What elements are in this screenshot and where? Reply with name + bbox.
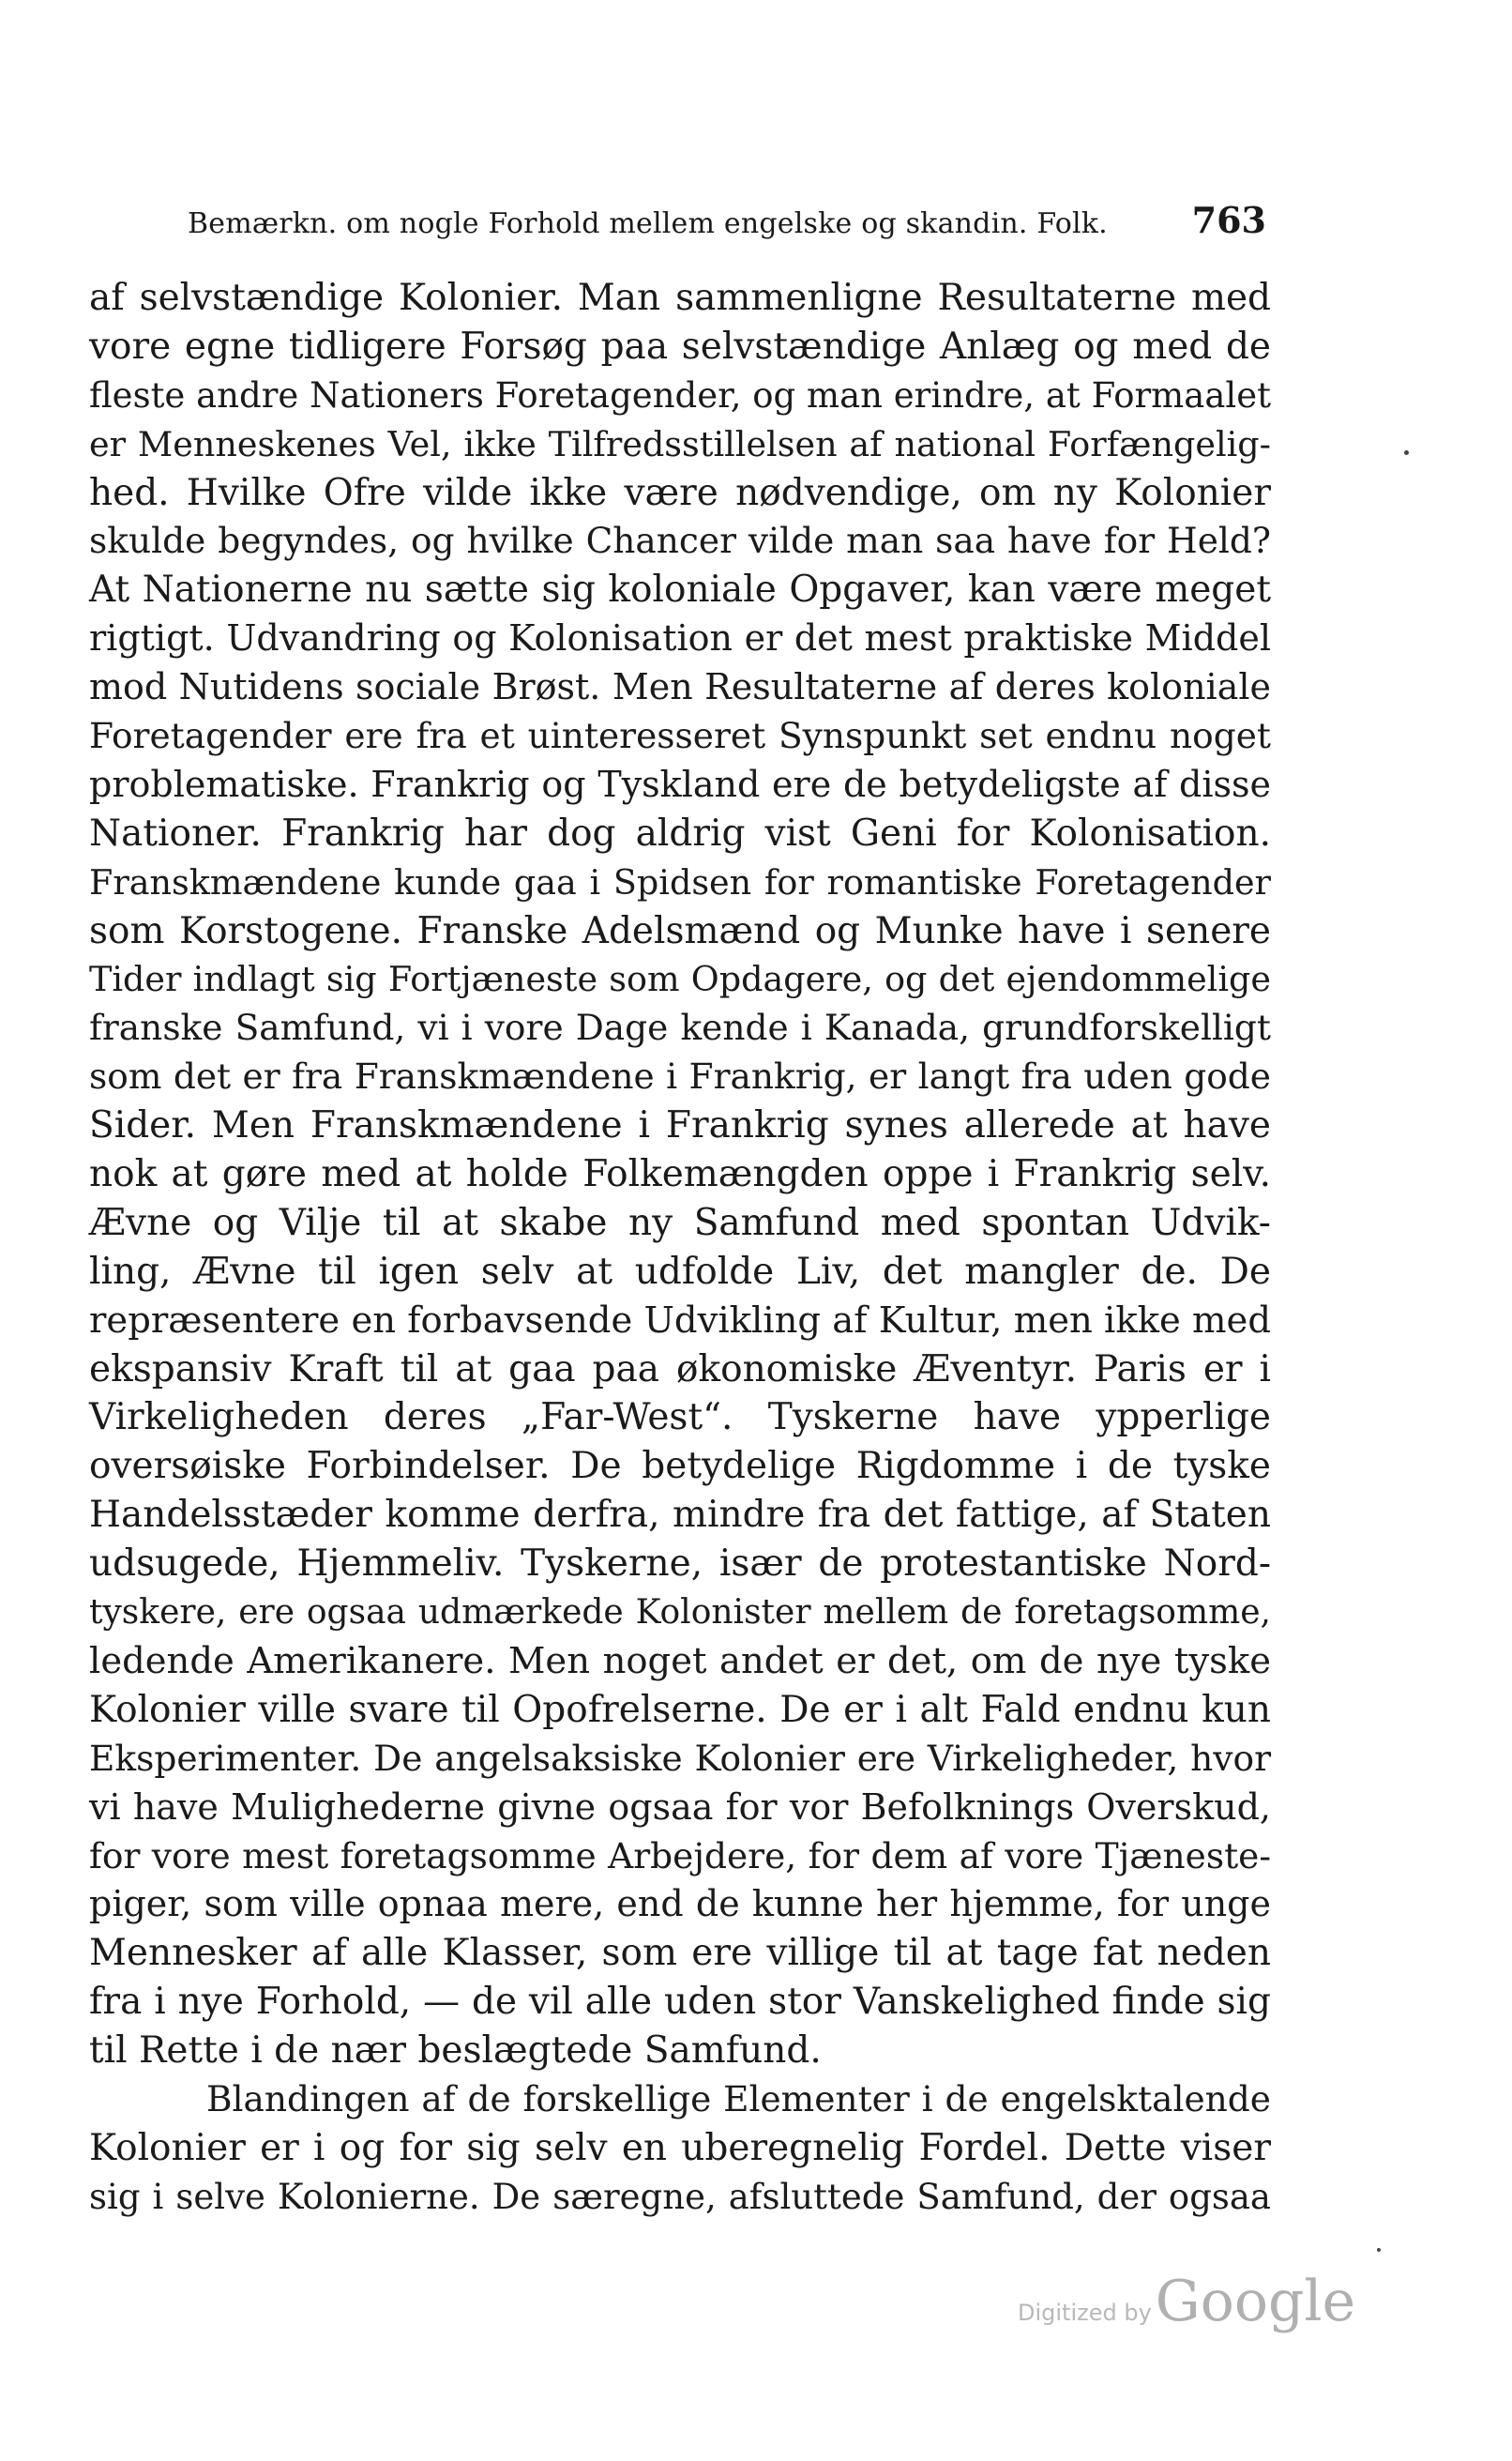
text-line: Nationer. Frankrig har dog aldrig vist Geni for Kolonisation. xyxy=(89,812,1271,855)
text-line: piger, som ville opnaa mere, end de kunne her hjemme, for unge xyxy=(89,1883,1271,1925)
text-line: Blandingen af de forskellige Elementer i de engelsktalende xyxy=(206,2077,1271,2119)
text-line: Franskmændene kunde gaa i Spidsen for romantiske Foretagender xyxy=(89,861,1271,903)
text-line: problematiske. Frankrig og Tyskland ere de betydeligste af disse xyxy=(89,763,1271,805)
watermark-prefix: Digitized by xyxy=(1018,2300,1152,2326)
text-line: til Rette i de nær beslægtede Samfund. xyxy=(89,2029,822,2073)
text-line: vore egne tidligere Forsøg paa selvstændige Anlæg og med de xyxy=(89,325,1271,368)
text-line: Ævne og Vilje til at skabe ny Samfund med spontan Udvik- xyxy=(89,1201,1271,1244)
text-line: mod Nutidens sociale Brøst. Men Resultaterne af deres koloniale xyxy=(89,666,1271,708)
text-line: rigtigt. Udvandring og Kolonisation er det mest praktiske Middel xyxy=(89,617,1271,660)
digitized-watermark xyxy=(1018,2269,1355,2334)
text-line: er Menneskenes Vel, ikke Tilfredsstillelsen af national Forfængelig- xyxy=(89,423,1271,464)
text-line: Sider. Men Franskmændene i Frankrig synes allerede at have xyxy=(89,1104,1271,1147)
text-line: nok at gøre med at holde Folkemængden oppe i Frankrig selv. xyxy=(89,1153,1271,1196)
page-number: 763 xyxy=(1191,199,1266,241)
text-line: fra i nye Forhold, — de vil alle uden stor Vanskelighed finde sig xyxy=(89,1981,1271,2024)
text-line: Handelsstæder komme derfra, mindre fra det fattige, af Staten xyxy=(89,1494,1271,1537)
text-line: udsugede, Hjemmeliv. Tyskerne, især de protestantiske Nord- xyxy=(89,1542,1271,1586)
text-line: fleste andre Nationers Foretagender, og man erindre, at Formaalet xyxy=(89,374,1271,416)
text-line: Mennesker af alle Klasser, som ere villige til at tage fat neden xyxy=(89,1932,1271,1975)
text-line: som Korstogene. Franske Adelsmænd og Munke have i senere xyxy=(89,909,1271,952)
text-line: hed. Hvilke Ofre vilde ikke være nødvendige, om ny Kolonier xyxy=(89,471,1271,514)
text-line: Eksperimenter. De angelsaksiske Kolonier ere Virkeligheder, hvor xyxy=(89,1737,1271,1779)
text-line: sig i selve Kolonierne. De særegne, afsluttede Samfund, der ogsaa xyxy=(89,2176,1271,2217)
scan-speck xyxy=(1377,2248,1381,2252)
text-line: Virkeligheden deres „Far-West“. Tyskerne have ypperlige xyxy=(89,1396,1271,1439)
text-line: som det er fra Franskmændene i Frankrig, er langt fra uden gode xyxy=(89,1056,1271,1098)
text-line: ekspansiv Kraft til at gaa paa økonomiske Æventyr. Paris er i xyxy=(89,1347,1271,1390)
google-logo: Google xyxy=(1155,2269,1356,2334)
text-line: ling, Ævne til igen selv at udfolde Liv, det mangler de. De xyxy=(89,1250,1271,1293)
text-line: repræsentere en forbavsende Udvikling af Kultur, men ikke med xyxy=(89,1299,1271,1342)
text-line: Kolonier ville svare til Opofrelserne. De er i alt Fald endnu kun xyxy=(89,1688,1271,1731)
text-line: vi have Mulighederne givne ogsaa for vor Befolknings Overskud, xyxy=(89,1785,1271,1828)
text-line: tyskere, ere ogsaa udmærkede Kolonister mellem de foretagsomme, xyxy=(89,1593,1271,1633)
text-line: for vore mest foretagsomme Arbejdere, for dem af vore Tjæneste- xyxy=(89,1834,1271,1876)
running-title: Bemærkn. om nogle Forhold mellem engelske og skandin. Folk. xyxy=(188,207,1108,240)
text-line: Kolonier er i og for sig selv en uberegnelig Fordel. Dette viser xyxy=(89,2126,1271,2169)
text-line: Tider indlagt sig Fortjæneste som Opdagere, og det ejendommelige xyxy=(89,959,1271,1000)
text-line: ledende Amerikanere. Men noget andet er det, om de nye tyske xyxy=(89,1639,1271,1682)
text-line: oversøiske Forbindelser. De betydelige Rigdomme i de tyske xyxy=(89,1445,1271,1488)
text-line: af selvstændige Kolonier. Man sammenligne Resultaterne med xyxy=(89,277,1271,319)
scan-speck xyxy=(1404,450,1409,455)
text-line: At Nationerne nu sætte sig koloniale Opgaver, kan være meget xyxy=(89,569,1271,612)
body-text xyxy=(89,274,1271,2222)
running-header xyxy=(188,199,1266,255)
text-line: franske Samfund, vi i vore Dage kende i Kanada, grundforskelligt xyxy=(89,1007,1271,1049)
text-line: Foretagender ere fra et uinteresseret Synspunkt set endnu noget xyxy=(89,715,1271,757)
text-line: skulde begyndes, og hvilke Chancer vilde man saa have for Held? xyxy=(89,520,1271,562)
